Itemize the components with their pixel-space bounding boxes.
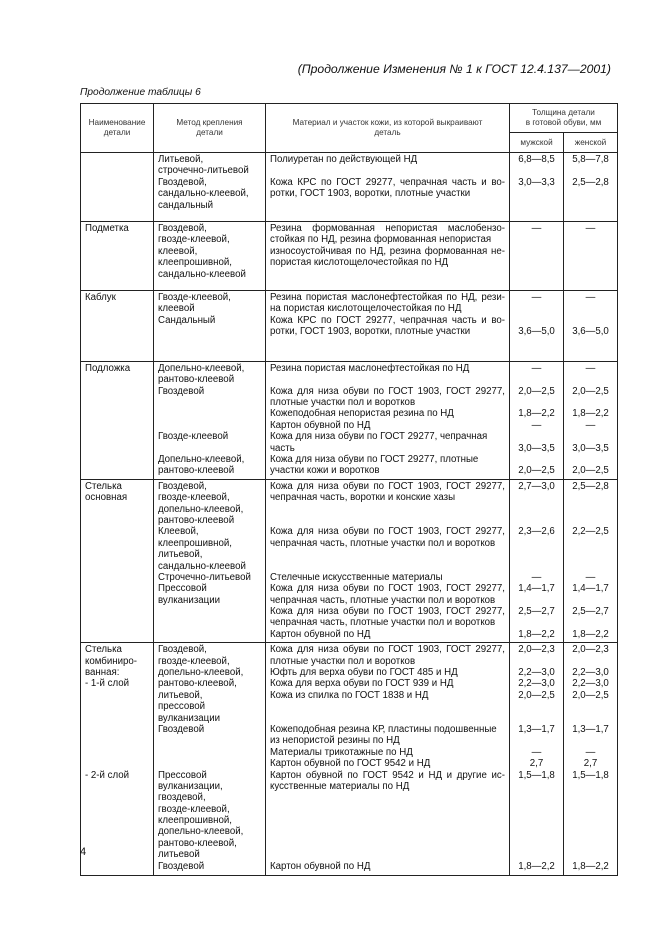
cell-line: стойкая по НД, резина формованная непористая (270, 234, 492, 246)
cell-thickness-male (510, 290, 564, 361)
cell-line: Стелька (85, 644, 122, 656)
cell-line: 1,8—2,2 (572, 408, 609, 420)
cell-line (270, 792, 505, 803)
cell-line (158, 420, 263, 431)
cell-line: Кожа для низа обуви по ГОСТ 1903, ГОСТ 29277, (270, 644, 505, 656)
cell-line (564, 303, 617, 314)
cell-line: комбиниро- (85, 655, 138, 667)
cell-line: Каблук (85, 291, 116, 303)
cell-line: ротки, ГОСТ 1903, воротки, плотные участки (270, 326, 471, 338)
cell-line: 2,2—2,5 (572, 526, 609, 538)
cell-line: Картон обувной по НД (270, 628, 371, 640)
cell-line: 3,6—5,0 (518, 326, 555, 338)
cell-line: Гвозде-клеевой, (158, 291, 231, 303)
cell-line (85, 724, 151, 735)
table-6 (80, 103, 618, 876)
cell-line: Гвоздевой (158, 385, 205, 397)
cell-line: Кожа КРС по ГОСТ 29277, чепрачная часть и во- (270, 314, 505, 326)
cell-thickness-female (564, 290, 618, 361)
cell-line (510, 315, 563, 326)
cell-line: 3,0—3,3 (518, 176, 555, 188)
cell-line: Кожа для низа обуви по ГОСТ 29277, чепрачная (270, 431, 488, 443)
cell-line: кусственные материалы по НД (270, 780, 410, 792)
cell-method (154, 290, 266, 361)
cell-line: — (531, 419, 542, 431)
cell-line: чепрачная часть, плотные участки пол и воротков (270, 537, 496, 549)
cell-line: клеепрошивной, (158, 537, 232, 549)
cell-line (564, 826, 617, 837)
cell-line (510, 234, 563, 245)
table-row (81, 290, 618, 361)
cell-line: — (531, 571, 542, 583)
cell-line (564, 397, 617, 408)
cell-line: 2,0—2,5 (572, 465, 609, 477)
cell-line: допельно-клеевой, (158, 826, 244, 838)
cell-line (564, 617, 617, 628)
cell-line: — (585, 419, 596, 431)
cell-line: 2,2—3,0 (572, 678, 609, 690)
cell-line: Кожа для верха обуви по ГОСТ 939 и НД (270, 678, 454, 690)
cell-line: Полиуретан по действующей НД (270, 154, 418, 165)
cell-material (266, 153, 510, 222)
cell-line: чепрачная часть, плотные участки пол и воротков (270, 617, 496, 629)
cell-line (510, 849, 563, 860)
cell-line: 2,2—3,0 (518, 667, 555, 679)
cell-line: Стелечные искусственные материалы (270, 571, 443, 583)
cell-line (158, 443, 263, 454)
cell-line: 1,4—1,7 (518, 583, 555, 595)
cell-line (564, 656, 617, 667)
cell-line: Картон обувной по ГОСТ 9542 и НД и другие ис- (270, 769, 505, 781)
cell-line: ротки, ГОСТ 1903, воротки, плотные участки (270, 188, 471, 200)
cell-line: 1,4—1,7 (572, 583, 609, 595)
cell-line: плотные участки пол и воротков (270, 655, 416, 667)
cell-line: Гвозде-клеевой (158, 431, 229, 443)
col-header-method: Метод крепления детали (154, 104, 266, 153)
cell-line: 2,0—2,5 (572, 385, 609, 397)
cell-line (564, 246, 617, 257)
cell-line: Кожа для низа обуви по ГОСТ 1903, ГОСТ 29277, (270, 480, 505, 492)
cell-line (564, 337, 617, 348)
cell-line (510, 781, 563, 792)
cell-line: — (531, 291, 542, 303)
cell-line (270, 815, 505, 826)
table-continuation-caption: Продолжение таблицы 6 (80, 87, 201, 98)
cell-line: — (585, 571, 596, 583)
cell-line: Подметка (85, 222, 129, 234)
cell-line: 2,2—3,0 (518, 678, 555, 690)
cell-line: основная (85, 492, 128, 504)
cell-thickness-female (564, 479, 618, 642)
cell-line: - 1-й слой (85, 678, 130, 690)
cell-line (564, 804, 617, 815)
cell-line: — (531, 746, 542, 758)
cell-line (510, 561, 563, 572)
cell-line (158, 326, 263, 337)
cell-line: 2,5—2,7 (572, 606, 609, 618)
cell-line: рантово-клеевой (158, 514, 235, 526)
cell-line (510, 815, 563, 826)
cell-line (564, 561, 617, 572)
cell-line (510, 374, 563, 385)
cell-line: износоустойчивая по НД, резина формованная не- (270, 245, 505, 257)
cell-line (564, 549, 617, 560)
cell-line (85, 758, 151, 769)
cell-line: клеевой (158, 303, 195, 315)
cell-line: Кожа для низа обуви по ГОСТ 1903, ГОСТ 29277, (270, 526, 505, 538)
cell-line: чепрачная часть, воротки и конские хазы (270, 492, 456, 504)
cell-line: литьевой (158, 849, 200, 861)
cell-line: 2,0—2,3 (518, 644, 555, 656)
cell-line (510, 337, 563, 348)
cell-line (510, 595, 563, 606)
cell-line: 2,7—3,0 (518, 480, 555, 492)
cell-line: рантово-клеевой, (158, 678, 237, 690)
cell-line: 5,8—7,8 (572, 154, 609, 165)
cell-line (564, 431, 617, 442)
cell-line: Кожа для низа обуви по ГОСТ 1903, ГОСТ 29277, (270, 606, 505, 618)
cell-line: Кожа для низа обуви по ГОСТ 1903, ГОСТ 29277, (270, 385, 505, 397)
cell-thickness-male (510, 361, 564, 479)
col-header-name: Наименование детали (81, 104, 154, 153)
cell-line (564, 454, 617, 465)
cell-line (270, 561, 505, 572)
cell-line: вулканизации, (158, 780, 223, 792)
cell-line (158, 397, 263, 408)
cell-line (85, 713, 151, 724)
cell-line: вулканизации (158, 712, 221, 724)
cell-line: 2,0—2,5 (518, 385, 555, 397)
cell-thickness-female (564, 221, 618, 290)
cell-line: клеепрошивной, (158, 815, 232, 827)
cell-line (564, 234, 617, 245)
cell-line (85, 690, 151, 701)
cell-line (510, 701, 563, 712)
cell-line: строчечно-литьевой (158, 165, 249, 177)
cell-line (510, 492, 563, 503)
cell-line: рантово-клеевой (158, 465, 235, 477)
cell-line (85, 701, 151, 712)
cell-line (270, 826, 505, 837)
cell-line (510, 838, 563, 849)
cell-line: сандально-клеевой (158, 560, 246, 572)
cell-thickness-female (564, 643, 618, 876)
cell-line: 2,7 (583, 758, 598, 770)
cell-line (510, 656, 563, 667)
cell-line (270, 713, 505, 724)
cell-line (564, 315, 617, 326)
cell-method (154, 479, 266, 642)
cell-line: рантово-клеевой, (158, 837, 237, 849)
cell-line: из непористой резины по НД (270, 735, 400, 747)
cell-line (564, 374, 617, 385)
cell-line (564, 838, 617, 849)
cell-line: 1,3—1,7 (518, 723, 555, 735)
cell-line: 2,7 (529, 758, 544, 770)
cell-line: Резина пористая маслонефтестойкая по НД (270, 362, 470, 374)
cell-line: 2,5—2,7 (518, 606, 555, 618)
cell-line: 3,6—5,0 (572, 326, 609, 338)
cell-line (510, 549, 563, 560)
cell-line: 1,5—1,8 (518, 769, 555, 781)
cell-line (510, 804, 563, 815)
cell-line: вулканизации (158, 594, 221, 606)
cell-line: гвоздевой, (158, 792, 206, 804)
cell-line (158, 606, 263, 617)
cell-line: — (531, 222, 542, 234)
cell-line: Картон обувной по НД (270, 419, 371, 431)
cell-line (564, 165, 617, 176)
cell-line (158, 337, 263, 348)
cell-part-name (81, 643, 154, 876)
cell-line (564, 815, 617, 826)
table-row (81, 643, 618, 876)
cell-line: Допельно-клеевой, (158, 362, 245, 374)
cell-line: Литьевой, (158, 154, 204, 165)
cell-line (510, 713, 563, 724)
cell-line: часть (270, 442, 295, 454)
cell-line (158, 735, 263, 746)
cell-line (510, 792, 563, 803)
cell-thickness-male (510, 153, 564, 222)
cell-line: Прессовой (158, 583, 207, 595)
cell-line: 3,0—3,5 (518, 442, 555, 454)
cell-part-name (81, 479, 154, 642)
cell-line: 1,8—2,2 (518, 408, 555, 420)
cell-line: Картон обувной по ГОСТ 9542 и НД (270, 758, 431, 770)
cell-line (510, 515, 563, 526)
cell-line: — (531, 362, 542, 374)
cell-line: Допельно-клеевой, (158, 453, 245, 465)
cell-line: пористая кислотощелочестойкая по НД (270, 257, 449, 269)
cell-line (270, 804, 505, 815)
cell-line: прессовой (158, 701, 206, 713)
cell-line: 1,8—2,2 (518, 860, 555, 872)
cell-material (266, 643, 510, 876)
cell-method (154, 643, 266, 876)
cell-line: гвозде-клеевой, (158, 803, 230, 815)
cell-line: Строчечно-литьевой (158, 571, 251, 583)
cell-line (564, 735, 617, 746)
cell-material (266, 479, 510, 642)
cell-line: сандально-клеевой (158, 268, 246, 280)
cell-line: клеевой, (158, 245, 198, 257)
cell-line: сандально-клеевой, (158, 188, 249, 200)
cell-line (85, 735, 151, 746)
cell-part-name (81, 153, 154, 222)
cell-material (266, 290, 510, 361)
cell-line: клеепрошивной, (158, 257, 232, 269)
cell-method (154, 221, 266, 290)
cell-line: участки кожи и воротков (270, 465, 380, 477)
cell-line (510, 165, 563, 176)
cell-part-name (81, 361, 154, 479)
cell-line: литьевой, (158, 689, 203, 701)
cell-line: Гвоздевой, (158, 222, 207, 234)
cell-line (158, 617, 263, 628)
cell-material (266, 221, 510, 290)
cell-line: гвозде-клеевой, (158, 492, 230, 504)
cell-line: чепрачная часть, плотные участки пол и воротков (270, 594, 496, 606)
cell-thickness-female (564, 153, 618, 222)
cell-line: Материалы трикотажные по НД (270, 746, 413, 758)
cell-line (270, 549, 505, 560)
cell-part-name (81, 221, 154, 290)
cell-line: Кожа КРС по ГОСТ 29277, чепрачная часть и во- (270, 176, 505, 188)
cell-line (510, 431, 563, 442)
cell-line (564, 257, 617, 268)
cell-line (270, 515, 505, 526)
cell-line (564, 538, 617, 549)
cell-line (158, 629, 263, 640)
cell-line: 1,5—1,8 (572, 769, 609, 781)
cell-line: 1,8—2,2 (518, 628, 555, 640)
cell-line (564, 713, 617, 724)
cell-line: Гвоздевой, (158, 644, 207, 656)
cell-line: - 2-й слой (85, 769, 130, 781)
cell-line: на пористая кислотощелочестойкая по НД (270, 303, 462, 315)
cell-line: сандальный (158, 199, 214, 211)
cell-line (510, 269, 563, 280)
cell-line: 2,3—2,6 (518, 526, 555, 538)
cell-line: Резина формованная непористая маслобензо- (270, 222, 505, 234)
cell-method (154, 153, 266, 222)
cell-line: — (585, 222, 596, 234)
cell-line (564, 792, 617, 803)
cell-line (564, 515, 617, 526)
table-row (81, 221, 618, 290)
cell-line: Прессовой (158, 769, 207, 781)
cell-line (158, 408, 263, 419)
cell-line: Кожа для низа обуви по ГОСТ 1903, ГОСТ 29277, (270, 583, 505, 595)
cell-line (564, 849, 617, 860)
cell-line (510, 826, 563, 837)
col-header-female: женской (564, 133, 618, 153)
cell-line: допельно-клеевой, (158, 667, 244, 679)
cell-method (154, 361, 266, 479)
cell-line (510, 454, 563, 465)
cell-line: литьевой, (158, 549, 203, 561)
cell-line (270, 701, 505, 712)
cell-line (270, 849, 505, 860)
cell-line: 2,0—2,5 (518, 465, 555, 477)
cell-line (85, 747, 151, 758)
cell-line (510, 257, 563, 268)
cell-line: 2,5—2,8 (572, 480, 609, 492)
cell-line: 3,0—3,5 (572, 442, 609, 454)
col-header-thickness: Толщина детали в готовой обуви, мм (510, 104, 618, 133)
cell-line: 2,5—2,8 (572, 176, 609, 188)
cell-line (158, 747, 263, 758)
cell-part-name (81, 290, 154, 361)
cell-thickness-male (510, 643, 564, 876)
cell-thickness-female (564, 361, 618, 479)
cell-line: 2,0—2,5 (572, 689, 609, 701)
document-header: (Продолжение Изменения № 1 к ГОСТ 12.4.137—2001) (297, 62, 611, 76)
cell-line: Кожеподобная непористая резина по НД (270, 408, 454, 420)
cell-material (266, 361, 510, 479)
cell-line: 1,8—2,2 (572, 628, 609, 640)
cell-line (564, 492, 617, 503)
cell-line (510, 303, 563, 314)
cell-line (158, 758, 263, 769)
cell-line (510, 735, 563, 746)
cell-line: — (585, 291, 596, 303)
cell-line: — (585, 362, 596, 374)
cell-line: Подложка (85, 362, 131, 374)
cell-thickness-male (510, 221, 564, 290)
cell-line: Гвоздевой (158, 723, 205, 735)
cell-line: Сандальный (158, 314, 216, 326)
cell-line (510, 504, 563, 515)
cell-line: Кожеподобная резина КР, пластины подошвенные (270, 723, 497, 735)
col-header-material: Материал и участок кожи, из которой выкраивают деталь (266, 104, 510, 153)
cell-line (510, 617, 563, 628)
table-row (81, 361, 618, 479)
cell-line (564, 269, 617, 280)
cell-line: Гвоздевой (158, 860, 205, 872)
cell-line: плотные участки пол и воротков (270, 397, 416, 409)
cell-line: Гвоздевой, (158, 176, 207, 188)
cell-line (510, 538, 563, 549)
table-row (81, 479, 618, 642)
cell-line (270, 838, 505, 849)
cell-line: Резина пористая маслонефтестойкая по НД, рези- (270, 291, 505, 303)
cell-line (564, 701, 617, 712)
cell-line: 2,0—2,3 (572, 644, 609, 656)
cell-line: Юфть для верха обуви по ГОСТ 485 и НД (270, 667, 458, 679)
cell-line (270, 269, 505, 280)
cell-line (564, 595, 617, 606)
cell-line: 6,8—8,5 (518, 154, 555, 165)
cell-line: рантово-клеевой (158, 374, 235, 386)
cell-line (270, 165, 505, 176)
cell-line (270, 504, 505, 515)
cell-line: Гвоздевой, (158, 480, 207, 492)
cell-line: Клеевой, (158, 526, 199, 538)
cell-line (510, 246, 563, 257)
cell-line: Стелька (85, 480, 122, 492)
cell-line: 1,8—2,2 (572, 860, 609, 872)
cell-line: ванная: (85, 667, 120, 679)
cell-line: 2,0—2,5 (518, 689, 555, 701)
col-header-male: мужской (510, 133, 564, 153)
cell-line (510, 397, 563, 408)
cell-line: 1,3—1,7 (572, 723, 609, 735)
cell-line (270, 374, 505, 385)
cell-line: гвозде-клеевой, (158, 655, 230, 667)
cell-line: Кожа из спилка по ГОСТ 1838 и НД (270, 689, 429, 701)
cell-line (564, 188, 617, 199)
cell-line: — (585, 746, 596, 758)
cell-line: Картон обувной по НД (270, 860, 371, 872)
cell-line (270, 337, 505, 348)
cell-line: гвозде-клеевой, (158, 234, 230, 246)
page-number: 4 (80, 846, 87, 858)
cell-line (564, 504, 617, 515)
cell-line (564, 781, 617, 792)
cell-line: Кожа для низа обуви по ГОСТ 29277, плотные (270, 453, 479, 465)
cell-line: допельно-клеевой, (158, 503, 244, 515)
cell-thickness-male (510, 479, 564, 642)
table-row (81, 153, 618, 222)
cell-line (510, 188, 563, 199)
cell-line: 2,2—3,0 (572, 667, 609, 679)
